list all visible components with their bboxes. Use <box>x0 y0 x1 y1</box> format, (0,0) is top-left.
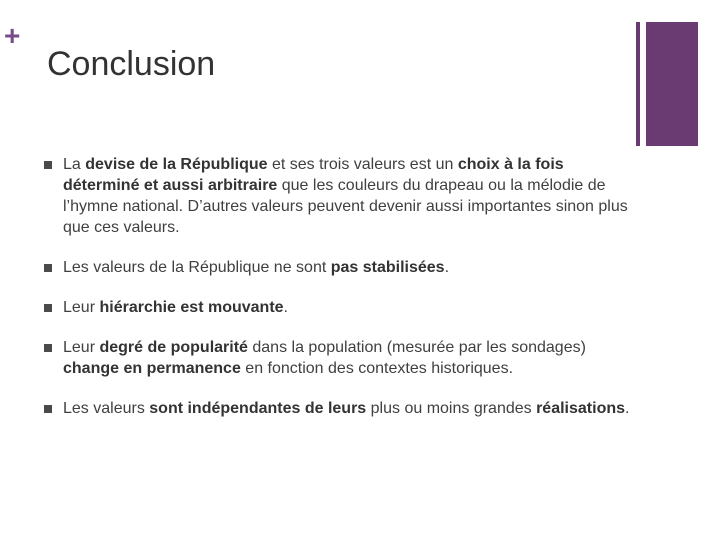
bullet-text-segment-bold: devise de la République <box>85 156 268 173</box>
bullet-marker-icon <box>44 264 52 272</box>
bullet-text-segment-bold: hiérarchie est mouvante <box>99 299 284 316</box>
plus-icon: + <box>4 20 21 51</box>
bullet-text-segment: Leur <box>63 339 100 356</box>
accent-bar-thick <box>646 22 698 146</box>
accent-bar-thin <box>636 22 640 146</box>
bullet-item <box>40 154 640 238</box>
bullet-list <box>40 154 640 419</box>
bullet-text-segment-bold: réalisations <box>536 400 626 417</box>
bullet-text-segment: . <box>625 400 630 417</box>
bullet-text-segment: que les couleurs du drapeau ou la mélodie de l’hymne national. D’autres valeurs peuvent devenir aussi importantes sinon plus que ces valeurs. <box>63 177 628 236</box>
bullet-text-segment: en fonction des contextes historiques. <box>240 360 514 377</box>
bullet-item <box>40 398 640 419</box>
bullet-text-segment-bold: sont indépendantes de leurs <box>149 400 367 417</box>
bullet-text-segment-bold: pas stabilisées <box>330 259 445 276</box>
bullet-item <box>40 297 640 318</box>
bullet-marker-icon <box>44 344 52 352</box>
bullet-marker-icon <box>44 405 52 413</box>
slide-title: Conclusion <box>47 45 216 83</box>
bullet-text-segment: Les valeurs <box>63 400 150 417</box>
bullet-text-segment: plus ou moins grandes <box>366 400 537 417</box>
bullet-marker-icon <box>44 161 52 169</box>
bullet-item <box>40 257 640 278</box>
bullet-text-segment-bold: degré de popularité <box>99 339 248 356</box>
bullet-marker-icon <box>44 304 52 312</box>
bullet-text-segment: Leur <box>63 299 100 316</box>
bullet-text-segment: et ses trois valeurs est un <box>267 156 458 173</box>
bullet-text-segment-bold: change en permanence <box>63 360 241 377</box>
bullet-text-segment: Les valeurs de la République ne sont <box>63 259 331 276</box>
bullet-text-segment: dans la population (mesurée par les sondages) <box>247 339 586 356</box>
bullet-text-segment: . <box>444 259 450 276</box>
bullet-text-segment-bold: choix à la fois déterminé et aussi arbitraire <box>63 156 564 194</box>
bullet-text-segment: . <box>283 299 288 316</box>
bullet-item <box>40 337 640 379</box>
bullet-text-segment: La <box>63 156 86 173</box>
